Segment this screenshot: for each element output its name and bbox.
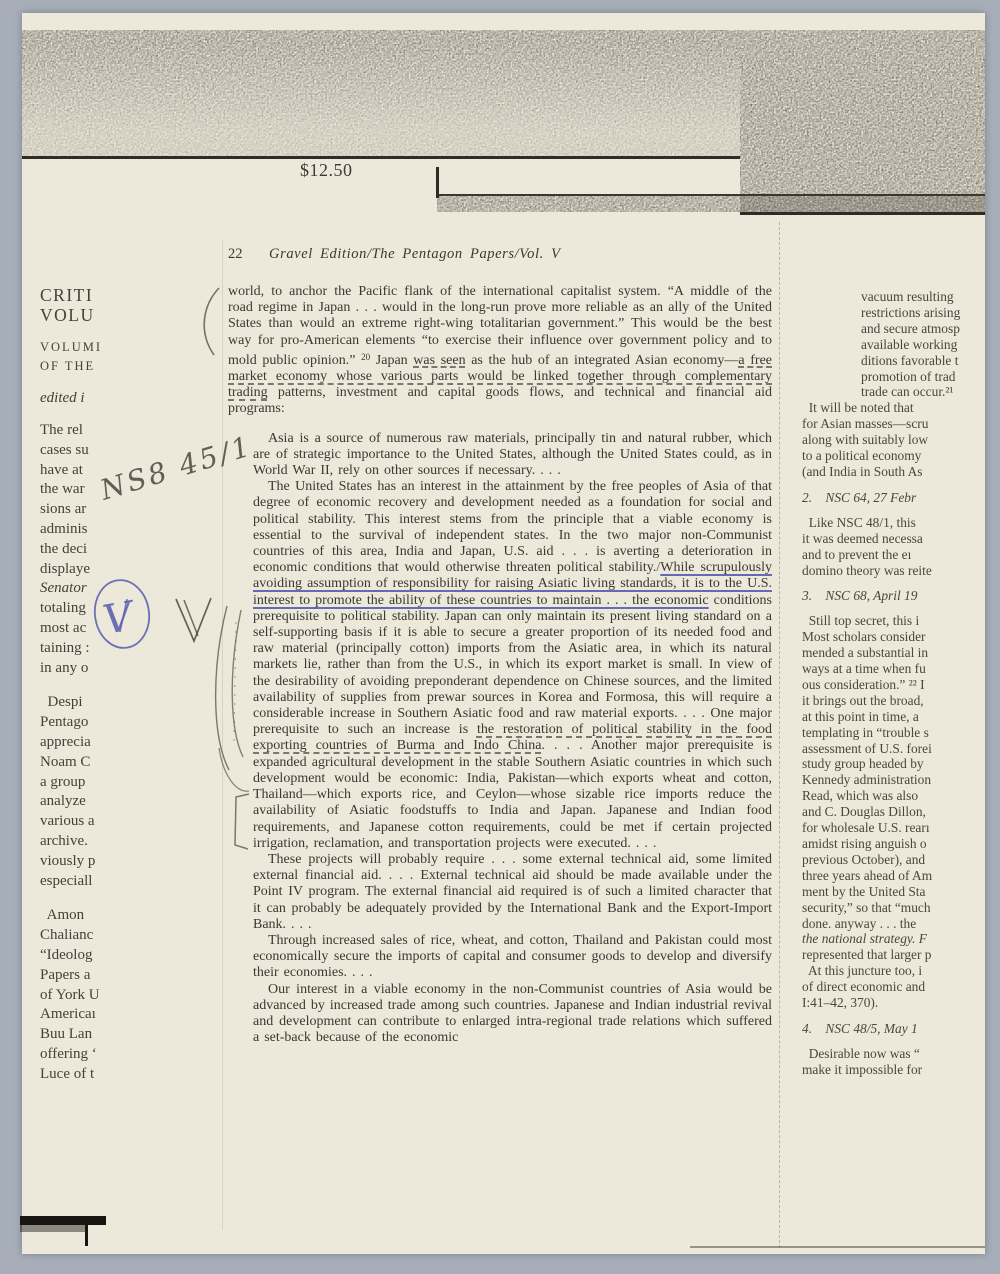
text-line: and C. Douglas Dillon, [802, 804, 926, 820]
text-line: I:41–42, 370). [802, 995, 879, 1011]
scan-edge-tick [436, 167, 439, 198]
text-line: domino theory was reite [802, 562, 932, 578]
bottom-left-scan-mark [20, 1216, 106, 1225]
text-line: Despi [40, 694, 83, 711]
text-segment: The United States has an interest in the attainment by the free peoples of Asia of that degree of economic recovery and development needed as a foundation for social and political stability. This interest stems from the principle that a viable economy is essential to the survival of independent states. In the two major non-Communist countries of this area, India and Japan, U.S. aid . . . is averting a deterioration in economic conditions that would otherwise threaten political stability. [253, 479, 772, 576]
quote-paragraph-c: These projects will probably require . . . some external technical aid, some limited external financial aid. . . . External technical aid should be made available under the Point IV program. The external financial aid required is of such a limited character that it can probably be adequately provided by the International Bank and the Export-Import Bank. . . . [253, 851, 772, 932]
quote-paragraph-e: Our interest in a viable economy in the non-Communist countries of Asia would be advanced by increased trade among such countries. Japanese and Indian industrial revival and development can contribute to enlarged intra-regional trade relations which suffered a set-back because of the economic [253, 981, 772, 1046]
text-line: totaling [40, 600, 86, 617]
text-line: to a political economy [802, 448, 922, 464]
text-line: security,” so that “much [802, 899, 931, 915]
text-line: have at [40, 461, 83, 478]
running-title: Gravel Edition/The Pentagon Papers/Vol. V [269, 246, 561, 262]
handwriting-note: NS8 45/1 [96, 429, 257, 507]
text-line: It will be noted that [802, 400, 914, 416]
text-line: mended a substantial in [802, 645, 929, 661]
text-line: Desirable now was “ [802, 1045, 920, 1061]
text-line: Pentago [40, 714, 89, 731]
text-line: cases su [40, 441, 89, 458]
text-line: Amon [40, 907, 85, 924]
text-line: assessment of U.S. forei [802, 740, 932, 756]
text-segment: was seen [413, 352, 466, 368]
running-header [228, 246, 772, 263]
text-line: templating in “trouble s [802, 724, 929, 740]
text-line: Luce of t [40, 1065, 95, 1082]
block-quote [228, 431, 772, 1047]
text-line: make it impossible for [802, 1061, 923, 1077]
text-segment: the restoration of political stability in the food exporting countries of Burma and Indo China [253, 722, 772, 754]
main-page-column [228, 246, 772, 1046]
text-line: the deci [40, 540, 88, 557]
text-line: apprecia [40, 733, 91, 750]
text-line: viously p [40, 852, 96, 869]
text-line: of York U [40, 986, 100, 1003]
bottom-page-edge-line [690, 1246, 985, 1248]
text-line: ous consideration.” ²² I [802, 676, 925, 692]
text-line: previous October), and [802, 851, 926, 867]
text-line: sions ar [40, 501, 87, 518]
text-line: restrictions arising [861, 304, 961, 320]
text-line: adminis [40, 520, 88, 537]
text-line: for Asian masses—scru [802, 416, 929, 432]
text-line: 2. NSC 64, 27 Febr [802, 489, 917, 505]
text-segment: . . . . Another major prerequisite is expanded agricultural development in the stable Southern Asiatic countries in which such development would be economic: India, Pakistan—which exports wheat and cotton, Thailand—which exports rice, and Ceylon—whose sizable rice imports reduce the availability of Asiatic foodstuffs to India and Japan. Japanese and Indian food requirements, and Japanese cotton requirements, could be met if certain projected irrigation, reclamation, and transportation projects were executed. . . . [253, 738, 772, 851]
text-segment: as the hub of an integrated Asian economy— [465, 352, 739, 368]
text-line: ment by the United Sta [802, 883, 926, 899]
noise-fade [22, 30, 740, 156]
text-line: for wholesale U.S. rearı [802, 820, 930, 836]
text-line: Noam C [40, 753, 91, 770]
overlap-page-edge [222, 240, 223, 1230]
text-line: Like NSC 48/1, this [802, 514, 916, 530]
text-line: “Ideolog [40, 946, 93, 963]
text-segment: conditions prerequisite to political stability. Japan can only maintain its present living standard on a self-supporting basis if it is able to secure a greater proportion of its needed food and raw material (principally cotton) imports from the Asiatic area, in which its natural markets lie, rather than from the U.S., in which its export market is small. In view of the desirability of avoiding preponderant dependence on Chinese sources, and the limited availability of supplies from prewar sources in Korea and Formosa, this will require a considerable increase in Southern Asiatic food and raw material exports. . . . One major prerequisite to such an increase is [253, 592, 772, 738]
text-line: amidst rising anguish o [802, 836, 927, 851]
text-line: OF THE [40, 359, 96, 374]
scanner-noise-strip [437, 194, 985, 212]
text-line: analyze [40, 793, 86, 810]
scanner-noise-band [22, 30, 740, 159]
text-line: at this point in time, a [802, 708, 919, 724]
text-line: various a [40, 813, 95, 830]
text-line: Most scholars consider [802, 629, 926, 645]
quote-paragraph-a: Asia is a source of numerous raw materials, principally tin and natural rubber, which are of strategic importance to the United States, although the United States could, as in World War II, rely on other sources if necessary. . . . [253, 430, 772, 479]
circled-letter: V [99, 593, 137, 644]
text-line: Read, which was also [802, 788, 919, 804]
text-line: available working [861, 336, 958, 352]
text-line: CRITI [40, 286, 94, 305]
right-column-clipped-text [802, 289, 986, 1129]
text-line: ways at a time when fu [802, 661, 926, 677]
text-line: displaye [40, 560, 90, 577]
text-line: Chalianc [40, 927, 94, 944]
page-fold-line [779, 222, 780, 1248]
text-line: represented that larger p [802, 947, 932, 963]
page-number: 22 [228, 246, 243, 262]
price-label: $12.50 [300, 160, 353, 180]
text-line: trade can occur.²¹ [861, 384, 954, 400]
text-segment: While scrupulously avoiding assumption of responsibility for raising Asiatic living standards, it is to the U.S. interest to promote the ability of these countries to maintain . . . the economic [253, 560, 772, 608]
text-segment: patterns, investment and capital goods flows, and technical and financial aid programs: [228, 385, 772, 417]
quote-paragraph-b [253, 479, 772, 852]
text-segment: world, to anchor the Pacific flank of the international capitalist system. “A middle of the road regime in Japan . . . would in the long-run prove more reliable as an ally of the United States than would an extreme right-wing totalitarian government.” This would be the best way for pro-American elements “to exercise their influence over government policy and to mold public opinion.” [228, 284, 772, 368]
text-line: Still top secret, this i [802, 613, 920, 629]
text-line: At this juncture too, i [802, 963, 923, 979]
intro-paragraph [228, 284, 772, 418]
text-line: offering ‘ [40, 1045, 97, 1062]
text-line: Kennedy administration [802, 772, 932, 788]
text-segment: Japan [370, 352, 414, 368]
text-line: VOLU [40, 304, 95, 325]
text-line: and to prevent the eı [802, 546, 912, 562]
text-line: a group [40, 773, 86, 790]
text-segment: 20 [361, 351, 371, 362]
text-line: edited i [40, 390, 85, 407]
text-line: study group headed by [802, 756, 924, 772]
text-line: Americaı [40, 1006, 96, 1023]
text-line: vacuum resulting [861, 289, 954, 304]
text-line: most ac [40, 619, 87, 636]
scanner-noise-band-right [740, 30, 985, 215]
text-segment: / [656, 560, 661, 576]
quote-paragraph-d: Through increased sales of rice, wheat, and cotton, Thailand and Pakistan could most economically secure the imports of capital and consumer goods to develop and diversify their economies. . . . [253, 932, 772, 981]
text-line: it was deemed necessa [802, 530, 923, 546]
text-line: especiall [40, 872, 93, 889]
text-line: the national strategy. F [802, 931, 927, 947]
text-line: 3. NSC 68, April 19 [802, 588, 918, 604]
bottom-left-scan-drip [85, 1225, 88, 1246]
text-line [40, 678, 214, 693]
text-line: three years ahead of Am [802, 867, 933, 883]
text-line: taining : [40, 639, 90, 656]
text-line: Senator [40, 580, 87, 597]
text-line: the war [40, 481, 85, 498]
text-segment: a free market economy whose various parts would be linked together through complementary trading [228, 352, 773, 401]
text-line: and secure atmosp [861, 320, 960, 336]
left-column-clipped-text [40, 286, 214, 1086]
text-line: in any o [40, 659, 89, 676]
text-line: done. anyway . . . the [802, 915, 917, 931]
text-line: promotion of trad [861, 368, 956, 384]
text-line: VOLUMI [40, 339, 102, 354]
text-line: it brings out the broad, [802, 692, 924, 708]
text-line: Papers a [40, 966, 91, 983]
text-line: ditions favorable t [861, 352, 959, 368]
text-line: Buu Lan [40, 1026, 93, 1043]
bottom-left-scan-mark-shadow [20, 1225, 86, 1232]
text-line: 4. NSC 48/5, May 1 [802, 1020, 918, 1036]
text-line [40, 891, 214, 906]
text-line: of direct economic and [802, 979, 926, 995]
text-line: (and India in South As [802, 463, 923, 479]
text-line: archive. [40, 832, 88, 849]
text-line: along with suitably low [802, 432, 929, 448]
text-line: The rel [40, 421, 83, 438]
